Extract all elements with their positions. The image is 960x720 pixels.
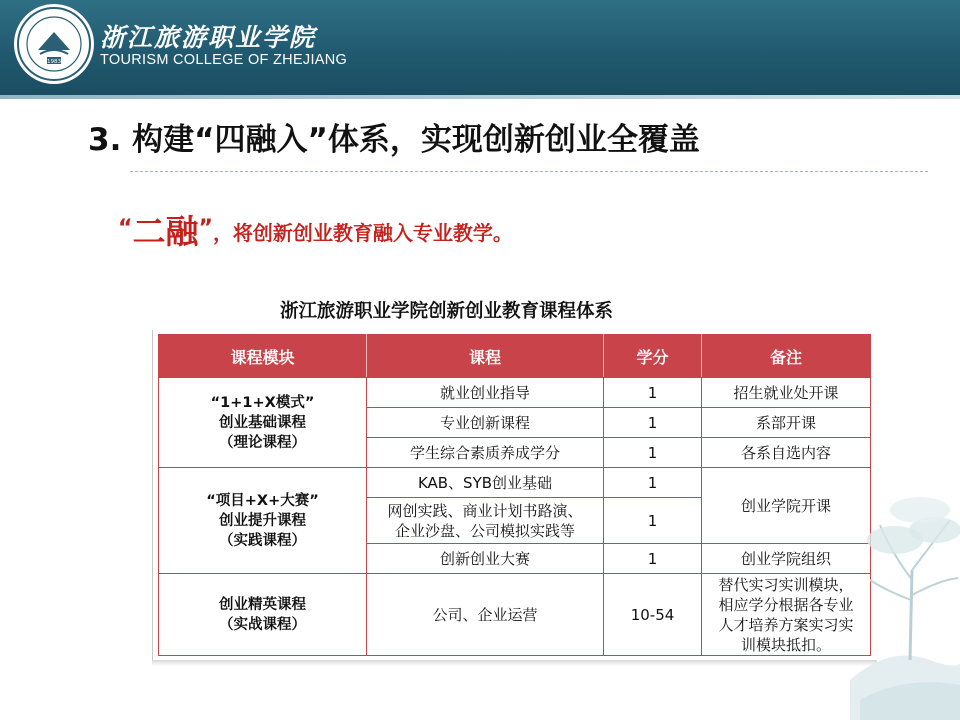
table-row [159,378,871,408]
subhead-open-quote: “ [118,216,133,241]
note-cell: 创业学院开课 [702,468,871,544]
note-cell: 招生就业处开课 [702,378,871,408]
note-cell: 系部开课 [702,408,871,438]
module-line: 创业精英课程 [219,596,306,613]
credit-cell: 1 [604,498,702,544]
course-cell: 学生综合素质养成学分 [367,438,604,468]
note-line: 替代实习实训模块， [718,575,854,594]
note-line: 训模块抵扣。 [740,635,831,654]
module-cell [159,378,367,468]
module-line: “项目+X+大赛” [206,492,319,509]
module-line: （实践课程） [219,532,306,549]
note-cell [702,574,871,656]
table-row [159,574,871,656]
course-cell [367,498,604,544]
credit-cell: 1 [604,408,702,438]
header-divider [0,95,960,99]
course-cell: 创新创业大赛 [367,544,604,574]
course-cell: 公司、企业运营 [367,574,604,656]
module-cell [159,574,367,656]
course-table [158,334,871,656]
module-line: 创业基础课程 [219,414,306,431]
course-cell: 就业创业指导 [367,378,604,408]
table-shadow [152,660,877,666]
module-line: “1+1+X模式” [210,394,315,411]
credit-cell: 1 [604,378,702,408]
course-cell: KAB、SYB创业基础 [367,468,604,498]
header-module: 课程模块 [159,335,367,378]
note-line: 相应学分根据各专业 [718,595,854,614]
credit-cell: 1 [604,468,702,498]
header-course: 课程 [367,335,604,378]
title-divider [130,171,928,172]
subhead-keyword: 二融 [132,212,199,251]
school-name-en: TOURISM COLLEGE OF ZHEJIANG [100,52,348,68]
module-line: 创业提升课程 [219,512,306,529]
table-side-rule [152,330,153,660]
credit-cell: 1 [604,544,702,574]
course-cell: 专业创新课程 [367,408,604,438]
school-emblem-icon [16,6,92,82]
slide-title: 3. 构建“四融入”体系，实现创新创业全覆盖 [88,122,700,158]
header-note: 备注 [702,335,871,378]
subheading [118,206,878,253]
school-name-cn: 浙江旅游职业学院 [100,23,317,52]
table-title: 浙江旅游职业学院创新创业教育课程体系 [280,301,614,322]
header-credit: 学分 [604,335,702,378]
note-line: 人才培养方案实习实 [718,615,854,634]
landscape-decoration [850,430,960,720]
credit-cell: 10-54 [604,574,702,656]
subhead-text: ，将创新创业教育融入专业教学。 [212,221,513,245]
subhead-close-quote: ” [198,216,213,241]
table-row [159,468,871,498]
note-cell: 各系自选内容 [702,438,871,468]
course-line: 网创实践、商业计划书路演、 [387,501,583,520]
module-line: （理论课程） [219,434,306,451]
note-cell: 创业学院组织 [702,544,871,574]
emblem-year: 1983 [47,59,61,65]
table-header-row [159,335,871,378]
credit-cell: 1 [604,438,702,468]
course-line: 企业沙盘、公司模拟实践等 [394,521,575,540]
module-line: （实战课程） [219,616,306,633]
module-cell [159,468,367,574]
